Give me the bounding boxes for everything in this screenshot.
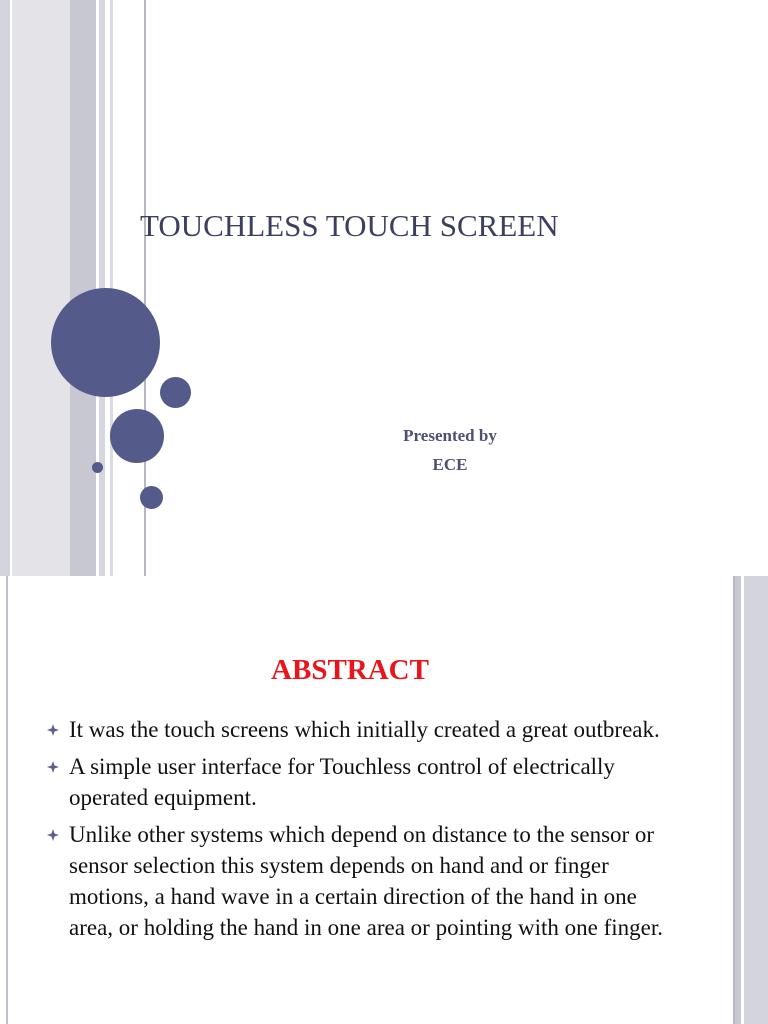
large-circle-decoration	[51, 288, 160, 397]
presenter-name: ECE	[432, 455, 468, 474]
abstract-bullet-list	[46, 714, 666, 949]
small-circle-decoration	[140, 486, 163, 509]
decorative-stripe	[744, 576, 768, 1024]
bullet-text: A simple user interface for Touchless control of electrically operated equipment.	[69, 754, 615, 810]
bullet-diamond-icon	[46, 828, 60, 842]
list-item	[46, 751, 666, 813]
small-circle-decoration	[160, 377, 191, 408]
abstract-heading: ABSTRACT	[271, 654, 429, 686]
bullet-diamond-icon	[46, 760, 60, 774]
bullet-text: Unlike other systems which depend on distance to the sensor or sensor selection this system depends on hand and or finger motions, a hand wave in a certain direction of the hand in one area, or holding the hand in one area or pointing with one finger.	[69, 822, 663, 940]
decorative-stripe	[6, 576, 8, 1024]
medium-circle-decoration	[110, 409, 164, 463]
slide-title: TOUCHLESS TOUCH SCREEN	[140, 208, 559, 243]
decorative-stripe	[70, 0, 96, 576]
decorative-stripe	[741, 576, 744, 1024]
presented-by-label: Presented by	[403, 426, 497, 445]
decorative-stripe	[0, 0, 10, 576]
decorative-stripe	[733, 576, 735, 1024]
decorative-stripe	[12, 0, 70, 576]
bullet-diamond-icon	[46, 723, 60, 737]
abstract-slide	[0, 576, 768, 1024]
decorative-stripe	[735, 576, 741, 1024]
list-item	[46, 714, 666, 745]
list-item	[46, 819, 666, 943]
tiny-circle-decoration	[92, 462, 103, 473]
bullet-text: It was the touch screens which initially created a great outbreak.	[69, 717, 660, 742]
